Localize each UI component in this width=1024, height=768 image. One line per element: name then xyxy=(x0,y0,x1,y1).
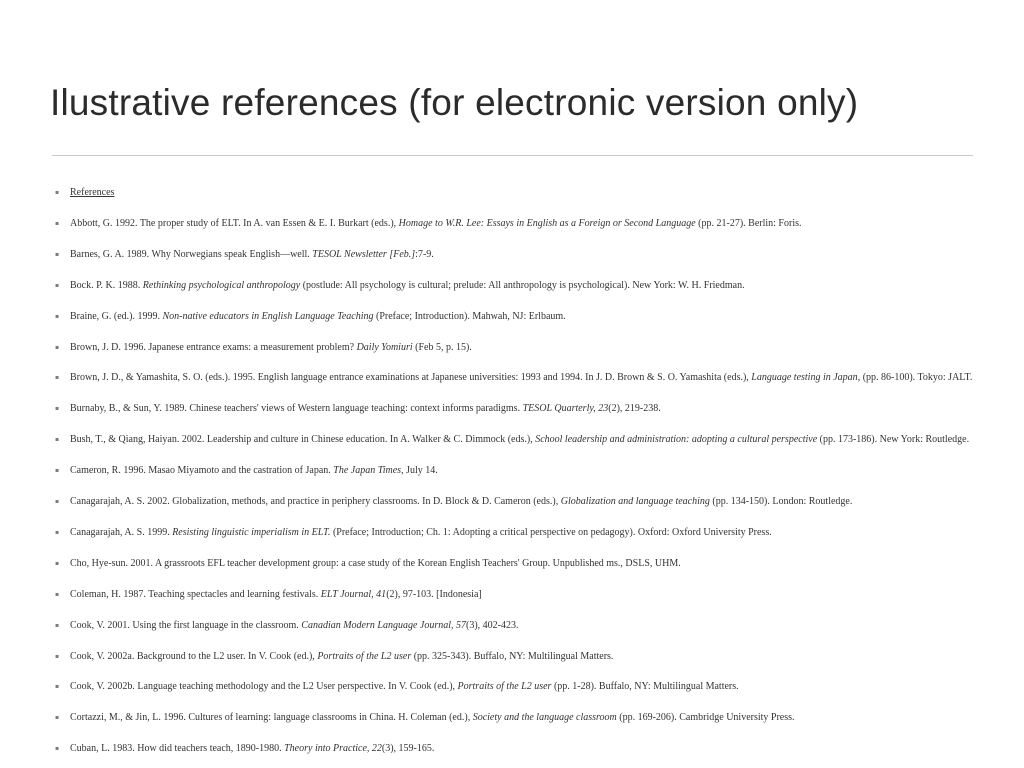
slide-title: Ilustrative references (for electronic version only) xyxy=(50,82,859,123)
reference-text-segment: (2), 219-238. xyxy=(608,403,661,414)
reference-text-segment: (pp. 169-206). Cambridge University Press. xyxy=(616,712,795,723)
reference-title-italic: Portraits of the L2 user xyxy=(317,651,412,662)
reference-title-italic: Theory into Practice, 22 xyxy=(284,743,382,754)
reference-text xyxy=(70,651,613,662)
reference-title-italic: Canadian Modern Language Journal, 57 xyxy=(301,620,466,631)
reference-title-italic: Daily Yomiuri xyxy=(356,342,413,353)
bullet-icon: ▪ xyxy=(55,313,60,320)
reference-item xyxy=(55,494,1015,510)
reference-text-segment: References xyxy=(70,187,115,198)
reference-text xyxy=(70,620,519,631)
reference-text xyxy=(70,187,114,198)
reference-text-segment: Brown, J. D. 1996. Japanese entrance exams: a measurement problem? xyxy=(70,342,357,353)
bullet-icon: ▪ xyxy=(55,591,60,598)
reference-text-segment: Cook, V. 2002a. Background to the L2 user. In V. Cook (ed.), xyxy=(70,651,318,662)
bullet-icon: ▪ xyxy=(55,529,60,536)
reference-text-segment: (pp. 173-186). New York: Routledge. xyxy=(817,434,970,445)
reference-item xyxy=(55,340,1015,356)
reference-item xyxy=(55,679,1015,695)
references-heading xyxy=(55,185,1015,201)
reference-item xyxy=(55,587,1015,603)
reference-text xyxy=(70,743,434,754)
bullet-icon: ▪ xyxy=(55,653,60,660)
reference-title-italic: School leadership and administration: adopting a cultural perspective xyxy=(535,434,818,445)
reference-text-segment: , July 14. xyxy=(401,465,438,476)
bullet-icon: ▪ xyxy=(55,714,60,721)
reference-text xyxy=(70,311,566,322)
reference-text xyxy=(70,280,745,291)
reference-item xyxy=(55,649,1015,665)
reference-item xyxy=(55,556,1015,572)
reference-text-segment: (pp. 325-343). Buffalo, NY: Multilingual Matters. xyxy=(411,651,614,662)
reference-text-segment: Cho, Hye-sun. 2001. A grassroots EFL teacher development group: a case study of the Korean English Teachers' Group. Unpublished ms., DSLS, UHM. xyxy=(70,558,681,569)
reference-title-italic: Society and the language classroom xyxy=(472,712,617,723)
reference-text-segment: Barnes, G. A. 1989. Why Norwegians speak English—well. xyxy=(70,249,313,260)
reference-text-segment: , (pp. 86-100). Tokyo: JALT. xyxy=(857,372,973,383)
bullet-icon: ▪ xyxy=(55,282,60,289)
reference-text-segment: Cook, V. 2002b. Language teaching methodology and the L2 User perspective. In V. Cook (ed.), xyxy=(70,681,458,692)
reference-title-italic: The Japan Times xyxy=(333,465,402,476)
reference-title-italic: Homage to W.R. Lee: Essays in English as a Foreign or Second Language xyxy=(398,218,696,229)
reference-text xyxy=(70,403,661,414)
bullet-icon: ▪ xyxy=(55,436,60,443)
reference-text xyxy=(70,681,739,692)
reference-text-segment: (pp. 1-28). Buffalo, NY: Multilingual Matters. xyxy=(551,681,739,692)
reference-title-italic: Portraits of the L2 user xyxy=(457,681,552,692)
reference-item xyxy=(55,309,1015,325)
reference-item xyxy=(55,370,1015,386)
reference-title-italic: Language testing in Japan xyxy=(751,372,858,383)
reference-title-italic: TESOL Newsletter [Feb.] xyxy=(312,249,416,260)
bullet-icon: ▪ xyxy=(55,251,60,258)
reference-item xyxy=(55,432,1015,448)
reference-text-segment: (Preface; Introduction; Ch. 1: Adopting a critical perspective on pedagogy). Oxford: Oxford University Press. xyxy=(330,527,772,538)
reference-text-segment: (3), 402-423. xyxy=(466,620,519,631)
reference-item xyxy=(55,463,1015,479)
reference-text xyxy=(70,218,802,229)
bullet-icon: ▪ xyxy=(55,220,60,227)
bullet-icon: ▪ xyxy=(55,374,60,381)
reference-text-segment: Canagarajah, A. S. 1999. xyxy=(70,527,173,538)
reference-text-segment: Bock. P. K. 1988. xyxy=(70,280,143,291)
bullet-icon: ▪ xyxy=(55,498,60,505)
title-divider xyxy=(52,155,973,156)
reference-text-segment: Canagarajah, A. S. 2002. Globalization, methods, and practice in periphery classrooms. In D. Block & D. Cameron (eds.), xyxy=(70,496,561,507)
reference-title-italic: Non-native educators in English Language Teaching xyxy=(162,311,374,322)
bullet-icon: ▪ xyxy=(55,344,60,351)
reference-text-segment: (Feb 5, p. 15). xyxy=(412,342,472,353)
bullet-icon: ▪ xyxy=(55,622,60,629)
reference-text-segment: Brown, J. D., & Yamashita, S. O. (eds.). 1995. English language entrance examinations at Japanese universities: 1993 and 1994. In J. D. Brown & S. O. Yamashita (eds.), xyxy=(70,372,752,383)
reference-text-segment: (Preface; Introduction). Mahwah, NJ: Erlbaum. xyxy=(373,311,566,322)
reference-text xyxy=(70,342,472,353)
reference-title-italic: Rethinking psychological anthropology xyxy=(142,280,301,291)
reference-text-segment: Cameron, R. 1996. Masao Miyamoto and the castration of Japan. xyxy=(70,465,334,476)
reference-item xyxy=(55,710,1015,726)
reference-text-segment: Bush, T., & Qiang, Haiyan. 2002. Leadership and culture in Chinese education. In A. Walker & C. Dimmock (eds.), xyxy=(70,434,536,445)
reference-text-segment: (3), 159-165. xyxy=(381,743,435,754)
reference-text-segment: (pp. 21-27). Berlin: Foris. xyxy=(695,218,802,229)
reference-title-italic: TESOL Quarterly, 23 xyxy=(522,403,609,414)
reference-text xyxy=(70,496,852,507)
reference-title-italic: Resisting linguistic imperialism in ELT. xyxy=(172,527,331,538)
reference-text xyxy=(70,465,438,476)
reference-text-segment: Cook, V. 2001. Using the first language in the classroom. xyxy=(70,620,302,631)
reference-item xyxy=(55,247,1015,263)
reference-text xyxy=(70,434,969,445)
reference-text xyxy=(70,527,772,538)
bullet-icon: ▪ xyxy=(55,467,60,474)
reference-text-segment: Abbott, G. 1992. The proper study of ELT. In A. van Essen & E. I. Burkart (eds.), xyxy=(70,218,399,229)
reference-text xyxy=(70,589,482,600)
reference-text-segment: (postlude: All psychology is cultural; prelude: All anthropology is psychological). New York: W. H. Friedman. xyxy=(300,280,745,291)
reference-text xyxy=(70,558,681,569)
reference-item xyxy=(55,216,1015,232)
bullet-icon: ▪ xyxy=(55,745,60,752)
reference-title-italic: ELT Journal, 41 xyxy=(320,589,387,600)
reference-title-italic: Globalization and language teaching xyxy=(560,496,710,507)
reference-text-segment: Cuban, L. 1983. How did teachers teach, 1890-1980. xyxy=(70,743,285,754)
bullet-icon: ▪ xyxy=(55,189,60,196)
reference-text-segment: Coleman, H. 1987. Teaching spectacles and learning festivals. xyxy=(70,589,321,600)
reference-item xyxy=(55,525,1015,541)
reference-item xyxy=(55,741,1015,757)
reference-text-segment: (pp. 134-150). London: Routledge. xyxy=(709,496,853,507)
reference-text-segment: Braine, G. (ed.). 1999. xyxy=(70,311,163,322)
reference-text-segment: Burnaby, B., & Sun, Y. 1989. Chinese teachers' views of Western language teaching: context informs paradigms. xyxy=(70,403,523,414)
bullet-icon: ▪ xyxy=(55,683,60,690)
reference-text-segment: (2), 97-103. [Indonesia] xyxy=(386,589,482,600)
bullet-icon: ▪ xyxy=(55,405,60,412)
reference-text-segment: :7-9. xyxy=(415,249,434,260)
reference-text xyxy=(70,372,972,383)
reference-item xyxy=(55,401,1015,417)
reference-item xyxy=(55,618,1015,634)
reference-text xyxy=(70,712,795,723)
reference-item xyxy=(55,278,1015,294)
reference-text-segment: Cortazzi, M., & Jin, L. 1996. Cultures of learning: language classrooms in China. H. Coleman (ed.), xyxy=(70,712,473,723)
bullet-icon: ▪ xyxy=(55,560,60,567)
reference-text xyxy=(70,249,434,260)
